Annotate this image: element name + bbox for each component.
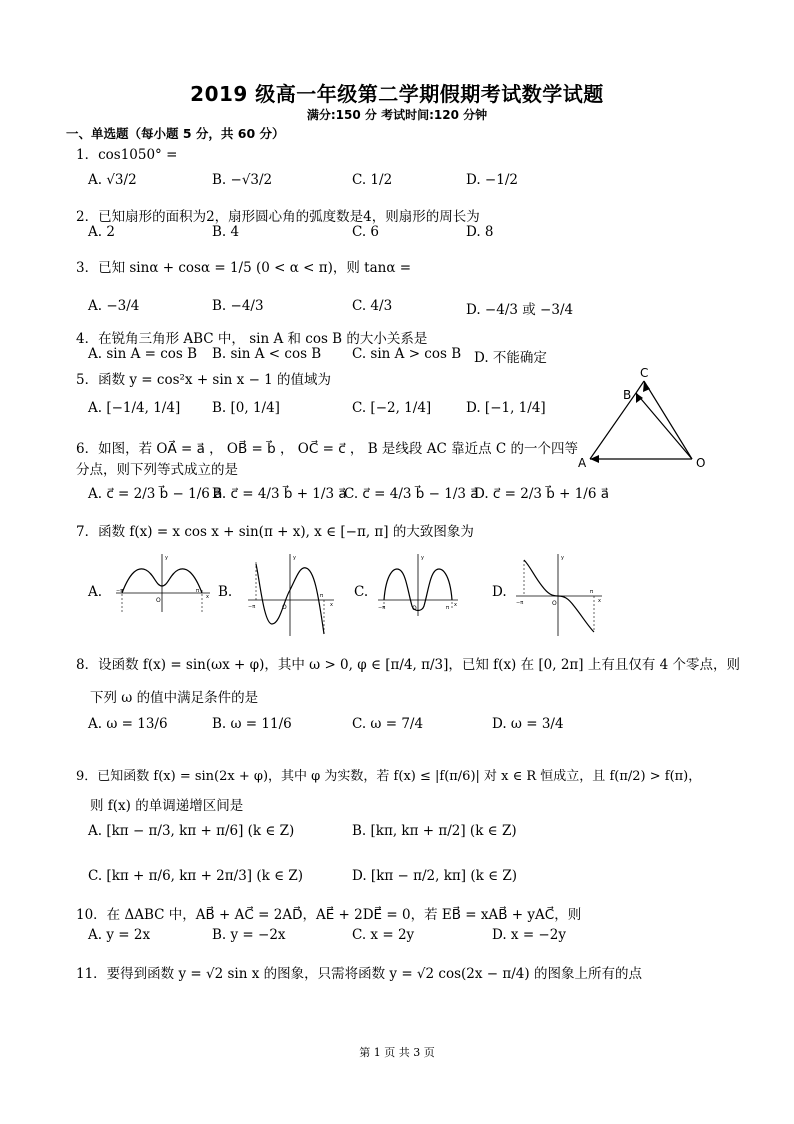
graph-b-x-label: x — [330, 602, 333, 608]
q1-option-a: A. √3/2 — [88, 172, 137, 188]
question-10-stem: 10．在 ΔABC 中，AB⃗ + AC⃗ = 2AD⃗，AE⃗ + 2DE⃗ = 0，若 EB⃗ = xAB⃗ + yAC⃗，则 — [76, 907, 582, 923]
q4-option-a: A. sin A = cos B — [88, 346, 198, 362]
graph-c — [376, 552, 460, 618]
q2-option-b: B. 4 — [212, 224, 240, 240]
question-4-stem: 4．在锐角三角形 ABC 中， sin A 和 cos B 的大小关系是 — [76, 331, 428, 347]
q6-option-d: D. c⃗ = 2/3 b⃗ + 1/6 a⃗ — [474, 486, 610, 502]
graph-d-pi: π — [590, 589, 594, 595]
graph-b-neg-pi: −π — [248, 604, 256, 610]
graph-a-origin-label: O — [156, 597, 161, 604]
q8-option-b: B. ω = 11/6 — [212, 716, 292, 732]
question-7-stem: 7．函数 f(x) = x cos x + sin(π + x), x ∈ [−π, π] 的大致图象为 — [76, 524, 474, 540]
label-c: C — [640, 366, 649, 380]
graph-d-y-label: y — [561, 555, 564, 561]
question-9-stem: 9．已知函数 f(x) = sin(2x + φ)，其中 φ 为实数，若 f(x) ≤ |f(π/6)| 对 x ∈ R 恒成立，且 f(π/2) > f(π)， — [76, 769, 702, 784]
graph-b-y-label: y — [293, 555, 296, 561]
q10-option-b: B. y = −2x — [212, 927, 286, 943]
label-b: B — [623, 388, 632, 402]
q1-option-b: B. −√3/2 — [212, 172, 273, 188]
section-heading: 一、单选题（每小题 5 分，共 60 分） — [66, 126, 285, 141]
graph-b — [246, 552, 336, 638]
graph-d-x-label: x — [598, 598, 601, 604]
page-footer: 第 1 页 共 3 页 — [359, 1046, 435, 1059]
graph-a — [112, 552, 212, 616]
q10-option-a: A. y = 2x — [88, 927, 151, 943]
question-1-stem: 1．cos1050° = — [76, 147, 178, 163]
q7-option-c: C. — [354, 584, 369, 600]
graph-d-neg-pi: −π — [516, 600, 524, 606]
q5-option-d: D. [−1, 1/4] — [466, 400, 546, 416]
q4-option-d: D. 不能确定 — [474, 350, 547, 366]
q3-option-c: C. 4/3 — [352, 298, 393, 314]
q1-option-d: D. −1/2 — [466, 172, 518, 188]
q8-option-c: C. ω = 7/4 — [352, 716, 424, 732]
triangle-figure — [574, 365, 714, 475]
q6-option-b: B. c⃗ = 4/3 b⃗ + 1/3 a⃗ — [212, 486, 347, 502]
label-a: A — [578, 456, 587, 470]
graph-c-pi: π — [446, 605, 450, 611]
q2-option-d: D. 8 — [466, 224, 494, 240]
q3-option-a: A. −3/4 — [88, 298, 140, 314]
q3-option-d: D. −4/3 或 −3/4 — [466, 302, 574, 318]
question-6-stem: 6．如图，若 OA⃗ = a⃗ ， OB⃗ = b⃗ ， OC⃗ = c⃗ ， B 是线段 AC 靠近点 C 的一个四等 — [76, 441, 578, 457]
graph-c-origin-label: O — [412, 605, 417, 612]
question-5-stem: 5．函数 y = cos²x + sin x − 1 的值域为 — [76, 372, 332, 388]
q5-option-c: C. [−2, 1/4] — [352, 400, 432, 416]
q5-option-b: B. [0, 1/4] — [212, 400, 280, 416]
graph-a-x-label: x — [206, 594, 209, 600]
label-o: O — [696, 456, 706, 470]
question-8-stem-line2: 下列 ω 的值中满足条件的是 — [90, 690, 259, 706]
q3-option-b: B. −4/3 — [212, 298, 264, 314]
q9-option-d: D. [kπ − π/2, kπ] (k ∈ Z) — [352, 868, 518, 884]
graph-b-origin-label: O — [282, 604, 287, 611]
exam-subtitle: 满分:150 分 考试时间:120 分钟 — [306, 108, 488, 122]
q1-option-c: C. 1/2 — [352, 172, 393, 188]
q7-option-b: B. — [218, 584, 233, 600]
graph-b-pi: π — [320, 593, 324, 599]
q4-option-b: B. sin A < cos B — [212, 346, 322, 362]
question-3-stem: 3．已知 sinα + cosα = 1/5 (0 < α < π)，则 tanα = — [76, 260, 412, 276]
q6-option-c: C. c⃗ = 4/3 b⃗ − 1/3 a⃗ — [344, 486, 479, 502]
q9-option-b: B. [kπ, kπ + π/2] (k ∈ Z) — [352, 823, 517, 839]
q4-option-c: C. sin A > cos B — [352, 346, 462, 362]
graph-a-y-label: y — [165, 555, 168, 561]
graph-d — [514, 552, 604, 638]
q5-option-a: A. [−1/4, 1/4] — [88, 400, 181, 416]
graph-c-x-label: x — [454, 602, 457, 608]
question-9-stem-line2: 则 f(x) 的单调递增区间是 — [90, 798, 244, 814]
q7-option-d: D. — [492, 584, 507, 600]
question-11-stem: 11．要得到函数 y = √2 sin x 的图象，只需将函数 y = √2 cos(2x − π/4) 的图象上所有的点 — [76, 966, 642, 982]
graph-c-y-label: y — [421, 555, 424, 561]
q10-option-c: C. x = 2y — [352, 927, 415, 943]
q9-option-c: C. [kπ + π/6, kπ + 2π/3] (k ∈ Z) — [88, 868, 304, 884]
graph-a-pi: π — [196, 588, 200, 594]
q10-option-d: D. x = −2y — [492, 927, 566, 943]
q8-option-a: A. ω = 13/6 — [88, 716, 168, 732]
q9-option-a: A. [kπ − π/3, kπ + π/6] (k ∈ Z) — [88, 823, 295, 839]
q2-option-c: C. 6 — [352, 224, 380, 240]
graph-c-neg-pi: −π — [378, 605, 386, 611]
q8-option-d: D. ω = 3/4 — [492, 716, 564, 732]
question-6-stem-line2: 分点，则下列等式成立的是 — [76, 462, 238, 478]
q2-option-a: A. 2 — [88, 224, 115, 240]
graph-d-origin-label: O — [552, 600, 557, 607]
q7-option-a: A. — [88, 584, 103, 600]
q6-option-a: A. c⃗ = 2/3 b⃗ − 1/6 a⃗ — [88, 486, 223, 502]
question-8-stem: 8．设函数 f(x) = sin(ωx + φ)，其中 ω > 0, φ ∈ [π/4, π/3]，已知 f(x) 在 [0, 2π] 上有且仅有 4 个零点，则 — [76, 657, 741, 673]
graph-a-neg-pi: −π — [116, 588, 124, 594]
exam-title: 2019 级高一年级第二学期假期考试数学试题 — [190, 82, 604, 106]
question-2-stem: 2．已知扇形的面积为2，扇形圆心角的弧度数是4，则扇形的周长为 — [76, 209, 480, 225]
